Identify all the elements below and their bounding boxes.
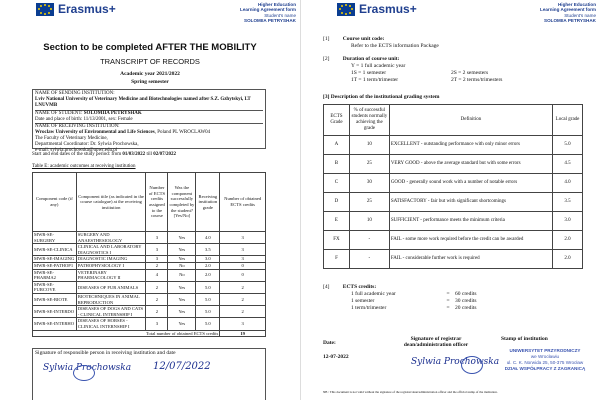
grade: 2.0	[196, 269, 220, 281]
component-code: MWR-SE-INTERDO	[33, 306, 77, 318]
grade: 3.5	[196, 244, 220, 256]
ects-credits-list	[351, 291, 515, 312]
table-row	[33, 306, 266, 318]
grade-definition: FAIL - some more work required before the credit can be awarded	[389, 231, 552, 250]
erasmus-brand: Erasmus+	[58, 2, 116, 16]
ects-grade: A	[324, 136, 350, 155]
table-row	[33, 262, 266, 269]
ects-obtained: 2	[220, 293, 266, 305]
grading-row	[324, 250, 583, 269]
signature-date: 12/07/2022	[153, 361, 211, 372]
header-right-block: Higher Education Learning Agreement form Student's name SOLOMIIA PETRYSHAK	[240, 2, 296, 24]
table-row	[33, 318, 266, 330]
ects-obtained: 0	[220, 262, 266, 269]
receiving-institution: Wroclaw University of Environmental and Life Sciences	[35, 130, 155, 135]
table-row	[33, 281, 266, 293]
ects-obtained: 2	[220, 306, 266, 318]
eu-flag-icon	[36, 3, 54, 16]
erasmus-brand-right: Erasmus+	[359, 2, 417, 16]
eu-flag-icon	[337, 3, 355, 16]
erasmus-logo	[36, 2, 116, 16]
percent-students: 30	[349, 174, 389, 193]
institution-stamp: UNIWERSYTET PRZYRODNICZY we Wrocławiu ul. C. K. Norwida 25, 50-375 Wrocław DZIAŁ WSPÓŁPRACY Z ZAGRANICĄ	[504, 348, 586, 371]
grading-row	[324, 174, 583, 193]
credit-row: 1 semester = 30 credits	[351, 298, 477, 304]
signature-box: Signature of responsible person in receiving institution and date Sylwia Prochowska 12/07/2022	[32, 348, 266, 400]
grade: 5.0	[196, 306, 220, 318]
grade-definition: SUFFICIENT - performance meets the minimum criteria	[389, 212, 552, 231]
semester: Spring semester	[131, 79, 169, 85]
percent-students: 10	[349, 212, 389, 231]
table-row	[33, 293, 266, 305]
ects-grade: C	[324, 174, 350, 193]
percent-students: 25	[349, 193, 389, 212]
local-grade: 2.0	[553, 250, 583, 269]
component-title: SURGERY AND ANAESTHESIOLOGY	[76, 232, 146, 244]
table-row	[33, 244, 266, 256]
component-code: MWR-SE-SURGERY	[33, 232, 77, 244]
birth-info: Date and place of birth: 11/13/2001, sex: Female	[35, 117, 133, 122]
institution-info-box: NAME OF SENDING INSTITUTION: Lviv National University of Veterinary Medicine and Biotechnologies named after S.Z. Gzhytskyi, LT LNUVMB NAME OF STUDENT: SOLOMIIA PETRYSHAK Date and place of birth: 11/13/2001, sex: Female NAME OF RECEIVING INSTITUTION: Wroclaw University of Environmental and Life Sciences, Poland PL WROCLAW04 The Faculty of Veterinary Medicine, Departmental Coordinator: Dr. Sylwia Prochowska, e-mail: sylwia.prochowska@upwr.edu.pl	[32, 89, 266, 149]
ects-assigned: 3	[146, 244, 168, 256]
local-grade: 3.0	[553, 212, 583, 231]
registrar-signature: Sylwia Prochowska	[411, 357, 500, 367]
academic-outcomes-table	[32, 172, 266, 337]
ects-obtained: 3	[220, 318, 266, 330]
component-code: MWR-SE-INTERHO	[33, 318, 77, 330]
component-code: MWR-SE-PATHOP1	[33, 262, 77, 269]
grading-table	[323, 104, 583, 269]
ects-assigned: 2	[146, 306, 168, 318]
table-row	[33, 256, 266, 263]
ects-obtained: 3	[220, 244, 266, 256]
table-caption: Table E: academic outcomes at receiving institution	[32, 164, 136, 169]
component-code: MWR-SE-BIOTE	[33, 293, 77, 305]
section-2: [2] Duration of course unit:	[323, 56, 400, 62]
stamp-label: Stamp of institution	[501, 336, 548, 342]
erasmus-logo-right	[337, 2, 417, 16]
component-title: CLINICAL AND LABORATORY DIAGNOSTICS I	[76, 244, 146, 256]
completed: Yes	[168, 232, 196, 244]
component-code: MWR-SE-PHARMA2	[33, 269, 77, 281]
grade-definition: GOOD - generally sound work with a number of notable errors	[389, 174, 552, 193]
component-title: DIAGNOSTIC IMAGING	[76, 256, 146, 263]
transcript-title: TRANSCRIPT OF RECORDS	[100, 57, 200, 66]
component-code: MWR-SE-CLINICA	[33, 244, 77, 256]
ects-grade: D	[324, 193, 350, 212]
ects-grade: B	[324, 155, 350, 174]
ects-grade: F	[324, 250, 350, 269]
registrar-label: Signature of registrar dean/administration officer	[403, 336, 469, 348]
sending-institution: Lviv National University of Veterinary Medicine and Biotechnologies named after S.Z. Gzhytskyi, LT LNUVMB	[35, 97, 251, 108]
ects-assigned: 3	[146, 256, 168, 263]
completed: No	[168, 262, 196, 269]
seal-stamp	[73, 365, 95, 381]
grade-definition: FAIL - considerable further work is required	[389, 250, 552, 269]
section-3-title: [3] Description of the institutional grading system	[323, 94, 440, 100]
grading-row	[324, 155, 583, 174]
student-name: SOLOMIIA PETRYSHAK	[83, 111, 142, 116]
ects-assigned: 3	[146, 232, 168, 244]
component-title: DISEASES OF DOGS AND CATS - CLINICAL INTERNSHIP I	[76, 306, 146, 318]
ects-obtained: 2	[220, 281, 266, 293]
component-title: BIOTECHNIQUES IN ANIMAL REPRODUCTION	[76, 293, 146, 305]
grade: 5.0	[196, 318, 220, 330]
grade-definition: EXCELLENT - outstanding performance with only minor errors	[389, 136, 552, 155]
table-row	[33, 269, 266, 281]
grade-definition: SATISFACTORY - fair but with significant shortcomings	[389, 193, 552, 212]
grading-row	[324, 212, 583, 231]
header-right-block-2: Higher Education Learning Agreement form Student's name SOLOMIIA PETRYSHAK	[540, 2, 596, 24]
grade: 4.0	[196, 232, 220, 244]
ects-obtained: 3	[220, 256, 266, 263]
percent-students: 10	[349, 136, 389, 155]
grade: 5.0	[196, 281, 220, 293]
ects-obtained: 0	[220, 269, 266, 281]
local-grade: 2.0	[553, 231, 583, 250]
percent-students: 25	[349, 155, 389, 174]
local-grade: 5.0	[553, 136, 583, 155]
footnote: NB : This document is not valid without the signature of the registrar/dean/administration officer and the official stamp of the institution.	[323, 390, 498, 394]
ects-assigned: 4	[146, 269, 168, 281]
ects-assigned: 2	[146, 281, 168, 293]
grading-header-row: ECTS Grade % of successful students normally achieving the grade Definition Local grade	[324, 105, 583, 136]
completed: Yes	[168, 318, 196, 330]
completed: Yes	[168, 281, 196, 293]
grading-row	[324, 136, 583, 155]
section-title: Section to be completed AFTER THE MOBILITY	[43, 42, 257, 53]
component-title: DISEASES OF HORSES - CLINICAL INTERNSHIP I	[76, 318, 146, 330]
grade: 2.0	[196, 262, 220, 269]
local-grade: 3.5	[553, 193, 583, 212]
component-code: MWR-SE-FURCOVE	[33, 281, 77, 293]
credit-row: 1 full academic year = 60 credits	[351, 291, 477, 297]
total-row: Total number of obtained ECTS credits 19	[33, 330, 266, 337]
component-title: DISEASES OF FUR ANIMALS	[76, 281, 146, 293]
table-header-row: Component code (if any) Component title (as indicated in the course catalogue) at the receiving institution Number of ECTS credits assigned to the course Was the component successfully completed by the student? [Yes/No] Receiving institution grade Number of obtained ECTS credits	[33, 173, 266, 232]
ects-grade: FX	[324, 231, 350, 250]
handwritten-signature: Sylwia Prochowska	[43, 363, 132, 373]
ects-grade: E	[324, 212, 350, 231]
percent-students: -	[349, 231, 389, 250]
ects-assigned: 2	[146, 262, 168, 269]
component-title: PATHOPHYSIOLOGY I	[76, 262, 146, 269]
completed: Yes	[168, 256, 196, 263]
ects-assigned: 3	[146, 318, 168, 330]
completed: Yes	[168, 306, 196, 318]
date-value: 12-07-2022	[323, 354, 349, 360]
date-label: Date:	[323, 340, 336, 346]
completed: Yes	[168, 244, 196, 256]
academic-year: Academic year 2021/2022	[120, 71, 180, 77]
grade: 5.0	[196, 293, 220, 305]
component-code: MWR-SE-IMAGING	[34, 256, 75, 262]
table-row	[33, 232, 266, 244]
component-title: VETERINARY PHARMACOLOGY II	[76, 269, 146, 281]
section-4: [4] ECTS credits:	[323, 284, 377, 290]
local-grade: 4.0	[553, 174, 583, 193]
study-period: Start and end dates of the study period: from 01/03/2022 till 02/07/2022	[32, 152, 177, 157]
grading-row	[324, 193, 583, 212]
ects-assigned: 2	[146, 293, 168, 305]
section-1: [1] Course unit code:	[323, 36, 385, 42]
percent-students: -	[349, 250, 389, 269]
completed: No	[168, 269, 196, 281]
grade-definition: VERY GOOD - above the average standard but with some errors	[389, 155, 552, 174]
coordinator-email: e-mail: sylwia.prochowska@upwr.edu.pl	[35, 148, 118, 153]
registrar-seal	[461, 356, 483, 374]
grading-info-page: Erasmus+ Higher Education Learning Agreement form Student's name SOLOMIIA PETRYSHAK [1] Course unit code: Refer to the ECTS information Package [2] Duration of course unit: Y = 1 full academic year 1S = 1 semester 1T = 1 term/trimester 2S = 2 semesters 2T = 2 terms/trimesters [3] Description of the institutional grading system ECTS Grade % of successful students normally achieving the grade Definition Local grade A 10 EXCELLENT - outstanding performance with only minor errors 5.0 B 25 VERY GOOD - above the average standard but with some errors 4.5 C 30 GOOD - generally sound work with a number of notable errors 4.0 D 25 SATISFACTORY - fair but with significant shortcomings 3.5 E 10 SUFFICIENT - performance meets the minimum criteria 3.0 FX - FAIL - some more work required before the credit can be awarded 2.0 F - FAIL - considerable further work is required 2.0 [4] ECTS credits: 1 full academic year = 60 credits 1 semester = 30 credits 1 term/trimester = 20 credits Date: 12-07-2022 Signature of registrar dean/administration officer Sylwia Prochowska Stamp of institution UNIWERSYTET PRZYRODNICZY we Wrocławiu ul. C. K. Norwida 25, 50-375 Wrocław DZIAŁ WSPÓŁPRACY Z ZAGRANICĄ NB : This document is not valid without the signature of the registrar/dean/administration officer and the official stamp of the institution.	[300, 0, 600, 400]
local-grade: 4.5	[553, 155, 583, 174]
grade: 3.0	[196, 256, 220, 263]
completed: Yes	[168, 293, 196, 305]
total-ects: 19	[220, 330, 266, 337]
credit-row: 1 term/trimester = 20 credits	[351, 305, 477, 311]
grading-row	[324, 231, 583, 250]
ects-obtained: 3	[220, 232, 266, 244]
